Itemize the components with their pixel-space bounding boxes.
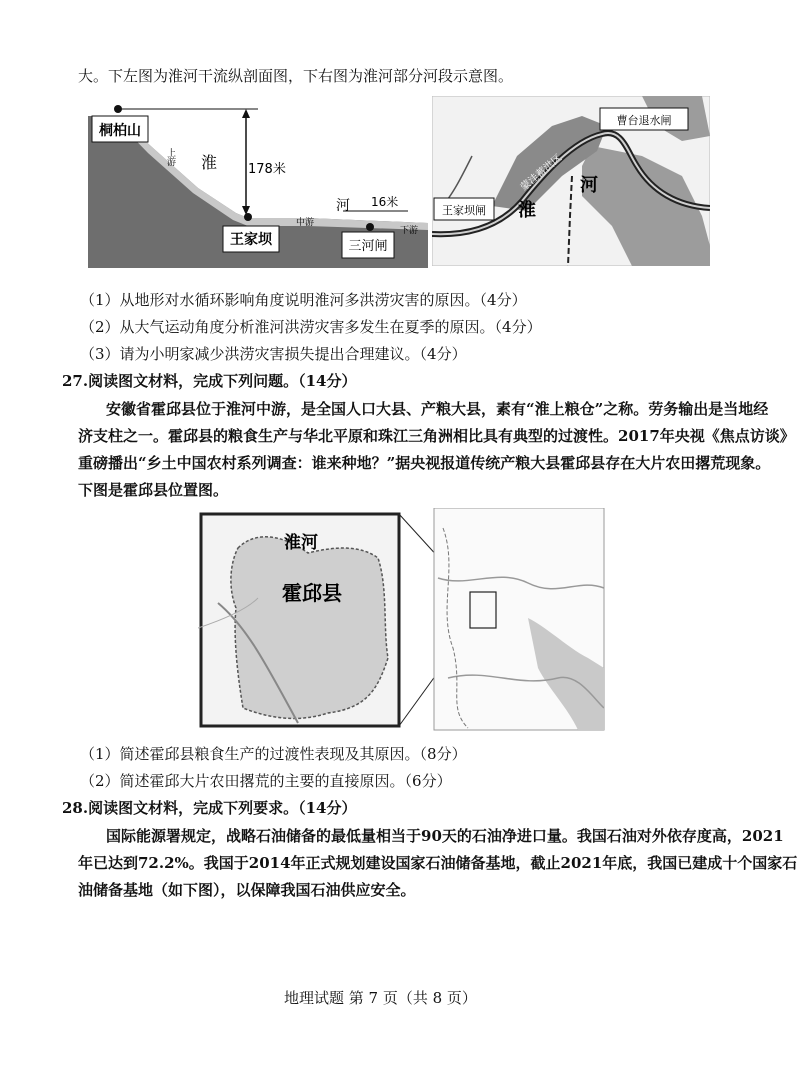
fig2-he-label: 河	[580, 175, 598, 196]
he-label: 河	[336, 198, 350, 214]
wangjiabazha-label: 王家坝闸	[442, 204, 486, 217]
profile-figure	[88, 98, 428, 270]
sanhezha-dot	[366, 223, 374, 231]
q28-para-3: 油储备基地（如下图），以保障我国石油供应安全。	[78, 881, 416, 899]
tongbaishan-label: 桐柏山	[99, 123, 141, 139]
mengwa-label: 蒙洼蓄洪区	[518, 152, 565, 194]
q27-para-1: 安徽省霍邱县位于淮河中游，是全国人口大县、产粮大县，素有“淮上粮仓”之称。劳务输出是当地经	[106, 400, 769, 418]
shangyou-label: 上游	[165, 148, 175, 166]
q28-para-2: 年已达到72.2%。我国于2014年正式规划建设国家石油储备基地，截止2021年底，我国已建成十个国家石	[78, 854, 798, 872]
q28-title: 28.阅读图文材料，完成下列要求。（14分）	[62, 799, 357, 817]
intro-text: 大。下左图为淮河干流纵剖面图，下右图为淮河部分河段示意图。	[78, 67, 514, 85]
q27-item-1: （1）简述霍邱县粮食生产的过渡性表现及其原因。（8分）	[80, 745, 467, 763]
huoqiu-location-map	[198, 508, 606, 733]
zhongyou-label: 中游	[296, 218, 315, 228]
q27-title: 27.阅读图文材料，完成下列问题。（14分）	[62, 372, 357, 390]
caotai-label: 曹台退水闸	[616, 114, 672, 127]
q27-para-3: 重磅播出“乡土中国农村系列调查：谁来种地？”据央视报道传统产粮大县霍邱县存在大片农田撂荒现象。	[78, 454, 771, 472]
fig2-huai-label: 淮	[518, 200, 536, 221]
huaihe-label: 淮河	[284, 533, 318, 553]
wangjiaba-label: 王家坝	[230, 232, 272, 248]
huai-label: 淮	[201, 153, 218, 172]
q26-item-3: （3）请为小明家减少洪涝灾害损失提出合理建议。（4分）	[80, 345, 467, 363]
height178-label: 178米	[248, 162, 286, 177]
page-footer: 地理试题 第 7 页（共 8 页）	[284, 989, 477, 1007]
arrow-head-top	[242, 109, 250, 118]
river-section-map	[432, 96, 710, 266]
q27-para-2: 济支柱之一。霍邱县的粮食生产与华北平原和珠江三角洲相比具有典型的过渡性。2017年央视《焦点访谈》	[78, 427, 795, 445]
q27-item-2: （2）简述霍邱大片农田撂荒的主要的直接原因。（6分）	[80, 772, 452, 790]
q26-item-2: （2）从大气运动角度分析淮河洪涝灾害多发生在夏季的原因。（4分）	[80, 318, 542, 336]
q27-para-4: 下图是霍邱县位置图。	[78, 481, 229, 499]
height16-label: 16米	[371, 195, 399, 209]
xiayou-label: 下游	[400, 226, 419, 236]
county-label: 霍邱县	[282, 581, 342, 605]
sanhezha-label: 三河闸	[348, 239, 388, 254]
county-shape	[231, 537, 388, 719]
q28-para-1: 国际能源署规定，战略石油储备的最低量相当于90天的石油净进口量。我国石油对外依存度高，2021	[106, 827, 784, 845]
wangjiaba-dot	[244, 213, 252, 221]
q26-item-1: （1）从地形对水循环影响角度说明淮河多洪涝灾害的原因。（4分）	[80, 291, 527, 309]
